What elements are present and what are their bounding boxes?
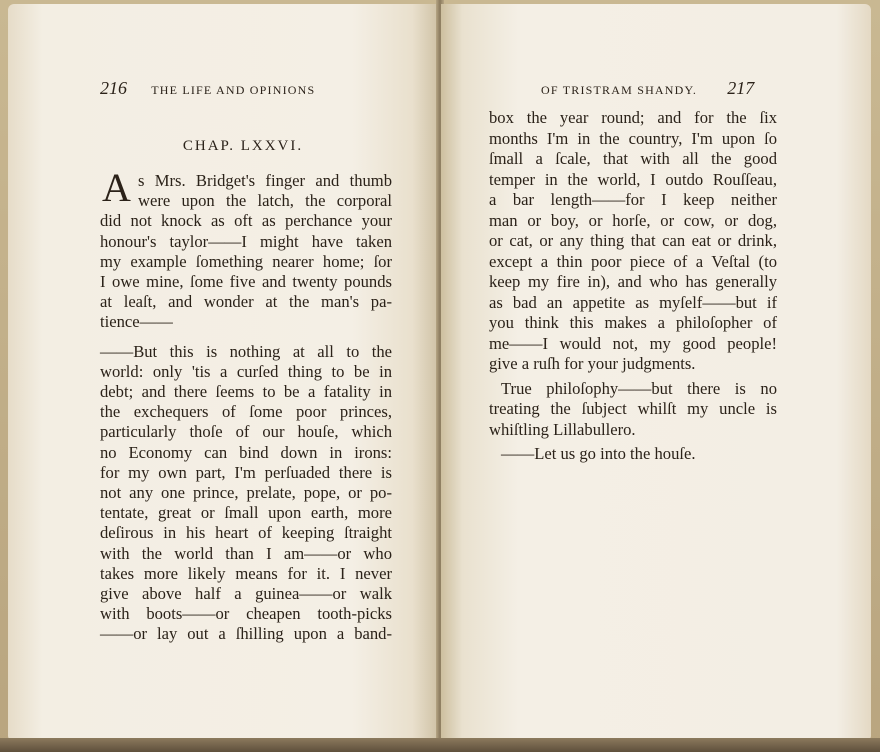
text-line: no Economy can bind down in irons:: [100, 442, 392, 462]
text-line: give a ruſh for your judgments.: [489, 354, 696, 373]
text-line: deſirous in his heart of keeping ſtraight: [100, 523, 392, 543]
text-line: with boots——or cheapen tooth-picks: [100, 604, 392, 624]
text-line: honour's taylor——I might have taken: [100, 231, 392, 251]
text-line: my example ſomething nearer home; ſor: [100, 251, 392, 271]
text-line: except a thin poor piece of a Veſtal (to: [489, 251, 777, 271]
text-line: True philoſophy——but there is no: [501, 378, 777, 398]
left-running-title: THE LIFE AND OPINIONS: [151, 83, 316, 97]
right-page: [441, 4, 871, 740]
text-line: I owe mine, ſome five and twenty pounds: [100, 272, 392, 291]
text-line: months I'm in the country, I'm upon ſo: [489, 128, 777, 148]
text-line: me——I would not, my good people!: [489, 333, 777, 353]
text-line: s Mrs. Bridget's finger and thumb: [138, 171, 392, 190]
text-line: at leaſt, and wonder at the man's pa-: [100, 292, 392, 312]
text-line: with the world than I am——or who: [100, 543, 392, 563]
left-page: [8, 4, 438, 740]
chapter-title: CHAP. LXXVI.: [182, 138, 304, 154]
page-edge-shadow: [0, 738, 880, 752]
text-line: tentate, great or ſmall upon earth, more: [100, 503, 392, 523]
text-line: keep my fire in), and who has generally: [489, 272, 777, 291]
text-line: for my own part, I'm perſuaded there is: [100, 462, 392, 482]
text-line: ſmall a ſcale, that with all the good: [489, 149, 777, 168]
text-line: debt; and there ſeems to be a fatality in: [100, 382, 392, 401]
text-line: takes more likely means for it. I never: [100, 563, 392, 583]
text-line: were upon the latch, the corporal: [138, 191, 392, 211]
text-line: temper in the world, I outdo Rouſſeau,: [489, 169, 777, 189]
left-running-head: [100, 78, 315, 99]
right-running-head: [541, 78, 754, 99]
text-line: world: only 'tis a curſed thing to be in: [100, 361, 392, 381]
left-page-number: 216: [100, 78, 127, 98]
text-line: you think this makes a philoſopher of: [489, 313, 777, 332]
text-line: did not knock as oft as perchance your: [100, 211, 392, 231]
text-line: ——Let us go into the houſe.: [501, 444, 696, 463]
right-page-number: 217: [727, 78, 755, 98]
text-line: particularly thoſe of our houſe, which: [100, 422, 392, 442]
right-running-title: OF TRISTRAM SHANDY.: [541, 83, 698, 97]
text-line: not any one prince, prelate, pope, or po-: [100, 483, 392, 502]
text-line: the exchequers of ſome poor princes,: [100, 402, 392, 422]
text-line: man or boy, or horſe, or cow, or dog,: [489, 210, 777, 230]
text-line: box the year round; and for the ſix: [489, 108, 777, 127]
text-line: ——But this is nothing at all to the: [100, 341, 392, 361]
text-line: as bad an appetite as myſelf——but if: [489, 292, 777, 312]
text-line: ——or lay out a ſhilling upon a band-: [100, 624, 392, 644]
text-line: give above half a guinea——or walk: [100, 584, 392, 603]
text-line: a bar length——for I keep neither: [489, 190, 777, 209]
text-line: tience——: [100, 312, 173, 332]
text-line: treating the ſubject whilſt my uncle is: [489, 399, 777, 418]
text-line: or cat, or any thing that can eat or drink,: [489, 231, 777, 250]
text-line: whiſtling Lillabullero.: [489, 419, 636, 439]
drop-cap: A: [102, 165, 131, 210]
